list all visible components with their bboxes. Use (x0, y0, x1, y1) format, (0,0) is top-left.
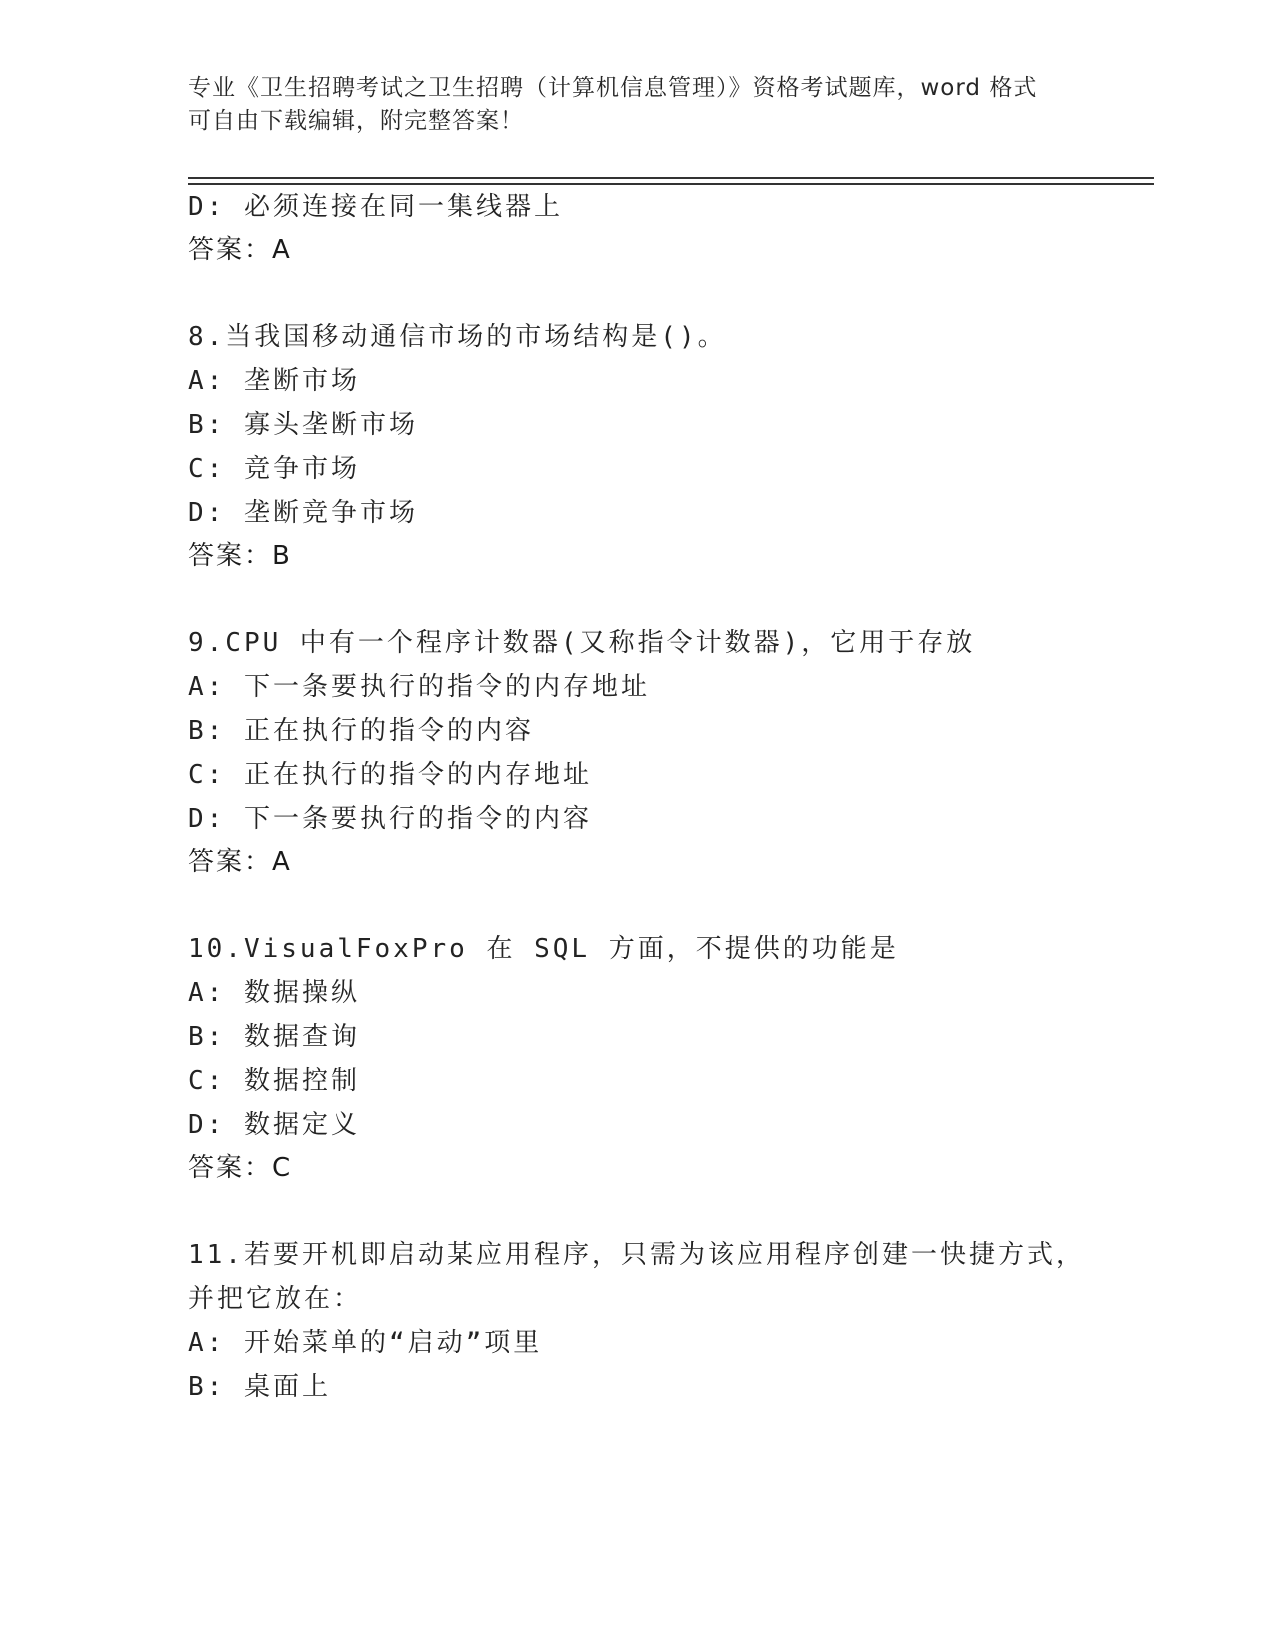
header-line-1: 专业《卫生招聘考试之卫生招聘（计算机信息管理）》资格考试题库，word 格式 (188, 75, 1038, 101)
q8-option-b: B: 寡头垄断市场 (188, 410, 418, 440)
q10-option-b: B: 数据查询 (188, 1022, 360, 1052)
q9-option-a: A: 下一条要执行的指令的内存地址 (188, 672, 650, 702)
q10-question: 10.VisualFoxPro 在 SQL 方面，不提供的功能是 (188, 934, 899, 964)
q8-answer: 答案：B (188, 541, 292, 571)
q10-option-a: A: 数据操纵 (188, 978, 360, 1008)
q10-answer: 答案：C (188, 1153, 293, 1183)
q7-option-d: D: 必须连接在同一集线器上 (188, 192, 563, 222)
header-divider-top (188, 177, 1154, 179)
q9-question: 9.CPU 中有一个程序计数器(又称指令计数器)，它用于存放 (188, 628, 976, 658)
q11-option-b: B: 桌面上 (188, 1372, 331, 1402)
q8-option-c: C: 竞争市场 (188, 454, 360, 484)
q8-option-a: A: 垄断市场 (188, 366, 360, 396)
q9-option-c: C: 正在执行的指令的内存地址 (188, 760, 592, 790)
header-line-2: 可自由下载编辑，附完整答案！ (188, 108, 524, 134)
q9-option-b: B: 正在执行的指令的内容 (188, 716, 534, 746)
q11-question-line-1: 11.若要开机即启动某应用程序，只需为该应用程序创建一快捷方式， (188, 1240, 1085, 1270)
header-divider-bottom (188, 183, 1154, 185)
q10-option-c: C: 数据控制 (188, 1066, 360, 1096)
q11-option-a: A: 开始菜单的“启动”项里 (188, 1328, 543, 1358)
q9-answer: 答案：A (188, 847, 292, 877)
q8-question: 8.当我国移动通信市场的市场结构是()。 (188, 322, 727, 352)
document-header (188, 72, 1088, 138)
q8-option-d: D: 垄断竞争市场 (188, 498, 418, 528)
q9-option-d: D: 下一条要执行的指令的内容 (188, 804, 592, 834)
q11-question-line-2: 并把它放在： (188, 1284, 363, 1314)
q7-answer: 答案：A (188, 235, 292, 265)
q10-option-d: D: 数据定义 (188, 1110, 360, 1140)
